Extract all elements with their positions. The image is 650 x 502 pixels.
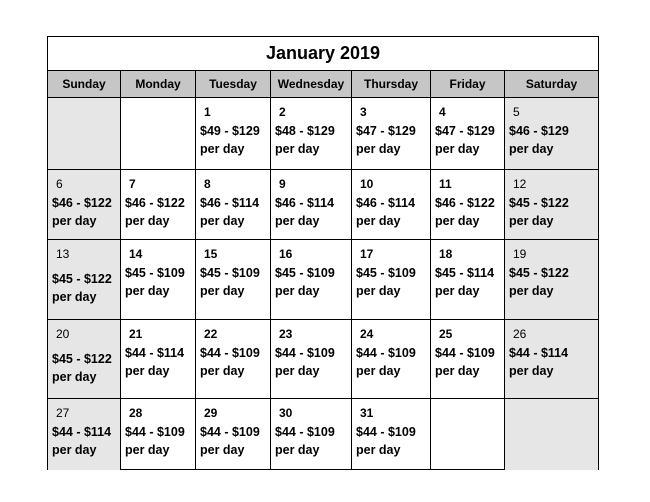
day-number: 12 — [513, 177, 527, 191]
per-day-label: per day — [200, 443, 245, 457]
price-range — [356, 194, 415, 230]
per-day-label: per day — [356, 214, 401, 228]
price-range — [509, 194, 569, 230]
day-cell-14[interactable] — [121, 240, 196, 320]
day-number: 18 — [439, 247, 453, 261]
weekday-sunday: Sunday — [48, 71, 121, 97]
price-range-text: $44 - $114 — [509, 346, 569, 360]
day-cell-1[interactable] — [196, 98, 271, 170]
day-number: 7 — [129, 177, 136, 191]
price-range — [125, 344, 184, 380]
day-number: 30 — [279, 406, 293, 420]
price-range-text: $45 - $109 — [125, 266, 185, 280]
per-day-label: per day — [435, 284, 480, 298]
day-number: 10 — [360, 177, 374, 191]
weekday-saturday: Saturday — [525, 77, 578, 91]
day-number: 21 — [129, 327, 143, 341]
empty-day-cell — [505, 399, 598, 470]
day-number: 9 — [279, 177, 286, 191]
day-cell-8[interactable] — [196, 170, 271, 240]
weekday-thursday: Thursday — [352, 71, 431, 97]
price-range — [52, 194, 112, 230]
price-range-text: $45 - $109 — [200, 266, 260, 280]
day-cell-24[interactable] — [352, 320, 431, 399]
price-range-text: $44 - $109 — [200, 346, 260, 360]
price-range — [125, 194, 185, 230]
price-range-text: $44 - $109 — [356, 346, 416, 360]
day-cell-3[interactable] — [352, 98, 431, 170]
day-number: 5 — [513, 105, 520, 119]
calendar — [47, 36, 599, 470]
per-day-label: per day — [125, 443, 170, 457]
per-day-label: per day — [125, 214, 170, 228]
per-day-label: per day — [52, 443, 97, 457]
weekday-wednesday: Wednesday — [271, 71, 352, 97]
day-cell-19[interactable] — [505, 240, 598, 320]
day-cell-18[interactable] — [431, 240, 505, 320]
day-number: 11 — [439, 177, 452, 191]
price-range-text: $44 - $109 — [275, 346, 335, 360]
price-range — [509, 264, 569, 300]
price-range-text: $48 - $129 — [275, 124, 335, 138]
price-range — [435, 264, 494, 300]
price-range-text: $44 - $109 — [125, 425, 185, 439]
day-cell-10[interactable] — [352, 170, 431, 240]
price-range — [200, 344, 260, 380]
day-number: 27 — [56, 406, 70, 420]
per-day-label: per day — [435, 214, 480, 228]
price-range-text: $46 - $114 — [275, 196, 335, 210]
day-cell-20[interactable] — [48, 320, 121, 399]
day-cell-25[interactable] — [431, 320, 505, 399]
price-range-text: $46 - $114 — [356, 196, 416, 210]
price-range — [200, 264, 260, 300]
day-cell-6[interactable] — [48, 170, 121, 240]
day-number: 23 — [279, 327, 293, 341]
day-cell-30[interactable] — [271, 399, 352, 470]
per-day-label: per day — [356, 284, 401, 298]
per-day-label: per day — [435, 364, 480, 378]
per-day-label: per day — [509, 142, 554, 156]
day-cell-31[interactable] — [352, 399, 431, 470]
price-range-text: $45 - $122 — [509, 266, 569, 280]
day-cell-7[interactable] — [121, 170, 196, 240]
day-number: 28 — [129, 406, 143, 420]
price-range — [52, 270, 112, 306]
day-cell-29[interactable] — [196, 399, 271, 470]
per-day-label: per day — [200, 284, 245, 298]
per-day-label: per day — [509, 364, 554, 378]
per-day-label: per day — [200, 364, 245, 378]
weekday-friday: Friday — [431, 71, 505, 97]
day-number: 8 — [204, 177, 211, 191]
day-cell-26[interactable] — [505, 320, 598, 399]
day-cell-17[interactable] — [352, 240, 431, 320]
day-cell-22[interactable] — [196, 320, 271, 399]
per-day-label: per day — [275, 142, 320, 156]
day-cell-16[interactable] — [271, 240, 352, 320]
day-number: 13 — [56, 247, 70, 261]
day-cell-13[interactable] — [48, 240, 121, 320]
price-range — [275, 344, 335, 380]
price-range — [200, 423, 260, 459]
price-range — [356, 344, 416, 380]
day-number: 1 — [204, 105, 211, 119]
price-range — [275, 423, 335, 459]
price-range-text: $45 - $114 — [435, 266, 495, 280]
price-range — [509, 122, 569, 158]
per-day-label: per day — [275, 214, 320, 228]
day-cell-15[interactable] — [196, 240, 271, 320]
day-cell-9[interactable] — [271, 170, 352, 240]
price-range — [356, 264, 416, 300]
price-range-text: $46 - $122 — [125, 196, 185, 210]
day-number: 20 — [56, 327, 70, 341]
price-range-text: $44 - $109 — [275, 425, 335, 439]
day-cell-12[interactable] — [505, 170, 598, 240]
per-day-label: per day — [435, 142, 480, 156]
per-day-label: per day — [52, 214, 97, 228]
price-range — [275, 122, 335, 158]
price-range-text: $44 - $109 — [200, 425, 260, 439]
per-day-label: per day — [200, 142, 245, 156]
day-number: 31 — [360, 406, 374, 420]
price-range-text: $45 - $122 — [52, 272, 112, 286]
price-range-text: $45 - $109 — [275, 266, 335, 280]
day-number: 19 — [513, 247, 527, 261]
day-number: 3 — [360, 105, 367, 119]
day-number: 29 — [204, 406, 218, 420]
per-day-label: per day — [275, 284, 320, 298]
weekday-monday: Monday — [121, 71, 196, 97]
day-number: 26 — [513, 327, 527, 341]
day-cell-21[interactable] — [121, 320, 196, 399]
day-cell-11[interactable] — [431, 170, 505, 240]
per-day-label: per day — [125, 364, 170, 378]
day-number: 2 — [279, 105, 286, 119]
day-number: 14 — [129, 247, 143, 261]
empty-day-cell — [121, 98, 196, 170]
price-range-text: $47 - $129 — [435, 124, 495, 138]
price-range-text: $44 - $109 — [356, 425, 416, 439]
price-range — [125, 264, 185, 300]
price-range — [435, 344, 495, 380]
per-day-label: per day — [356, 443, 401, 457]
weekday-header — [48, 71, 598, 98]
price-range — [356, 122, 416, 158]
price-range — [435, 122, 495, 158]
price-range-text: $45 - $122 — [52, 352, 112, 366]
per-day-label: per day — [356, 142, 401, 156]
per-day-label: per day — [356, 364, 401, 378]
day-cell-5[interactable] — [505, 98, 598, 170]
day-number: 24 — [360, 327, 374, 341]
price-range-text: $44 - $114 — [125, 346, 185, 360]
price-range-text: $46 - $114 — [200, 196, 260, 210]
price-range-text: $44 - $109 — [435, 346, 495, 360]
price-range-text: $47 - $129 — [356, 124, 416, 138]
price-range-text: $45 - $109 — [356, 266, 416, 280]
per-day-label: per day — [52, 290, 97, 304]
per-day-label: per day — [509, 214, 554, 228]
day-cell-28[interactable] — [121, 399, 196, 470]
price-range-text: $46 - $122 — [435, 196, 495, 210]
day-number: 16 — [279, 247, 293, 261]
price-range — [509, 344, 568, 380]
price-range — [435, 194, 495, 230]
price-range-text: $44 - $114 — [52, 425, 112, 439]
day-cell-2[interactable] — [271, 98, 352, 170]
per-day-label: per day — [509, 284, 554, 298]
day-number: 6 — [56, 177, 63, 191]
empty-day-cell — [431, 399, 505, 470]
calendar-title: January 2019 — [48, 37, 598, 71]
price-range-text: $45 - $122 — [509, 196, 569, 210]
price-range — [200, 194, 259, 230]
price-range — [275, 194, 334, 230]
price-range-text: $46 - $122 — [52, 196, 112, 210]
weekday-tuesday: Tuesday — [196, 71, 271, 97]
price-range — [275, 264, 335, 300]
per-day-label: per day — [275, 443, 320, 457]
price-range — [356, 423, 416, 459]
price-range-text: $46 - $129 — [509, 124, 569, 138]
price-range — [200, 122, 260, 158]
day-number: 25 — [439, 327, 453, 341]
price-range-text: $49 - $129 — [200, 124, 260, 138]
empty-day-cell — [48, 98, 121, 170]
day-cell-4[interactable] — [431, 98, 505, 170]
per-day-label: per day — [125, 284, 170, 298]
day-number: 17 — [360, 247, 374, 261]
per-day-label: per day — [275, 364, 320, 378]
calendar-grid — [48, 98, 598, 470]
per-day-label: per day — [200, 214, 245, 228]
day-number: 4 — [439, 105, 446, 119]
price-range — [125, 423, 185, 459]
price-range — [52, 423, 111, 459]
per-day-label: per day — [52, 370, 97, 384]
day-cell-27[interactable] — [48, 399, 121, 470]
day-number: 15 — [204, 247, 218, 261]
day-cell-23[interactable] — [271, 320, 352, 399]
price-range — [52, 350, 112, 386]
day-number: 22 — [204, 327, 218, 341]
